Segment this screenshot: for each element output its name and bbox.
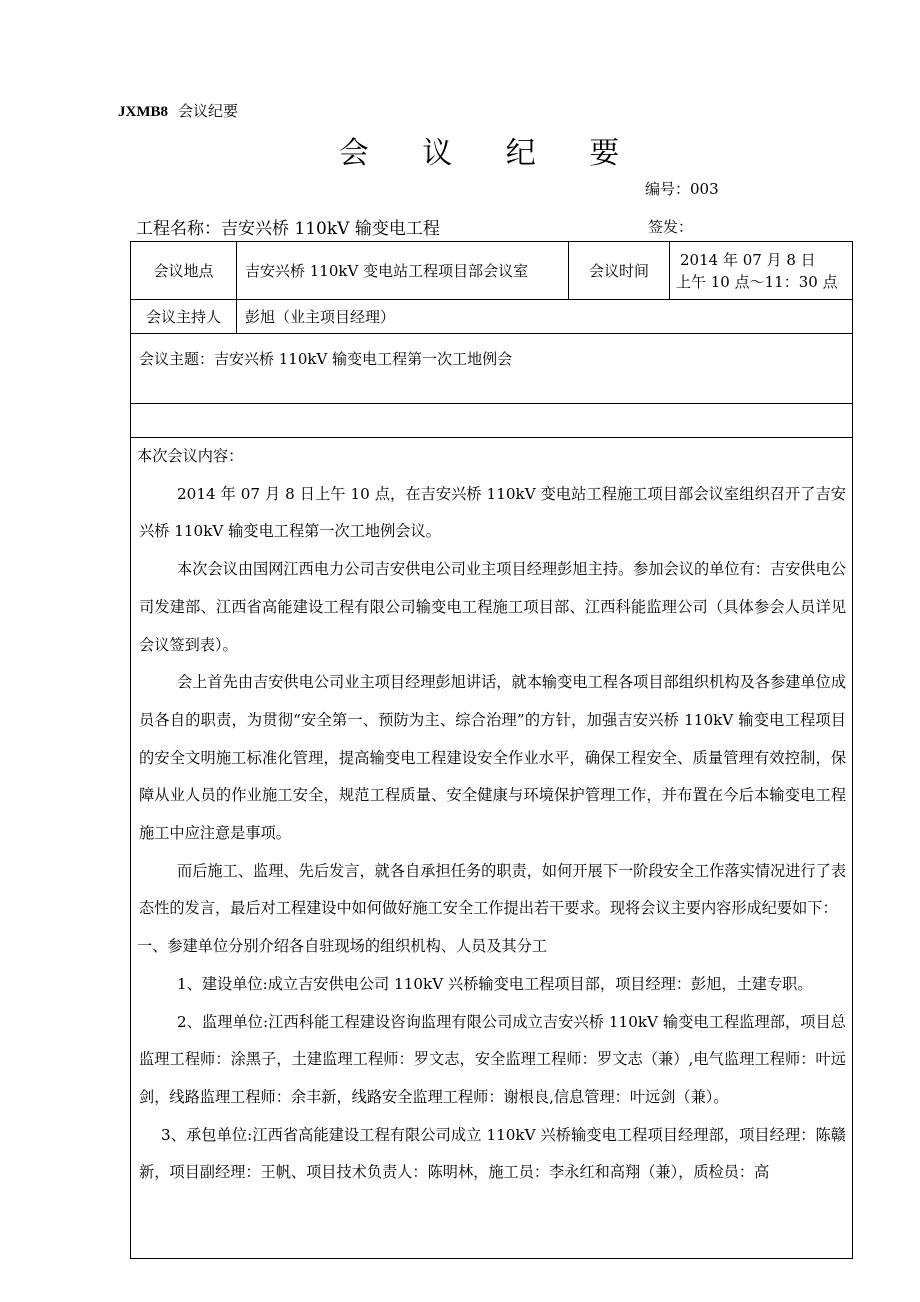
serial-number: 编号：003 bbox=[645, 180, 719, 198]
page-title: 会 议 纪 要 bbox=[338, 136, 642, 171]
doc-code-line bbox=[118, 100, 238, 121]
topic: 会议主题：吉安兴桥 110kV 输变电工程第一次工地例会 bbox=[131, 334, 853, 404]
content-heading: 本次会议内容： bbox=[137, 447, 244, 465]
list-item-1: 1、建设单位:成立吉安供电公司 110kV 兴桥输变电工程项目部，项目经理：彭旭，土建专职。 bbox=[177, 974, 813, 993]
list-item-3: 3、承包单位:江西省高能建设工程有限公司成立 110kV 兴桥输变电工程项目经理部，项目经理：陈赣新，项目副经理：王帆、项目技术负责人：陈明林，施工员：李永红和高翔（兼），质检员：高 bbox=[139, 1125, 846, 1182]
meeting-content bbox=[131, 438, 852, 1192]
doc-code: JXMB8 bbox=[118, 104, 168, 120]
location-row bbox=[131, 242, 853, 300]
list-item-2: 2、监理单位:江西科能工程建设咨询监理有限公司成立吉安兴桥 110kV 输变电工程监理部，项目总监理工程师：涂黑子，土建监理工程师：罗文志，安全监理工程师：罗文志（兼）,电气监理工程师：叶远剑，线路监理工程师：余丰新，线路安全监理工程师：谢根良,信息管理：叶远剑（兼）。 bbox=[139, 1012, 846, 1106]
blank-cell bbox=[131, 404, 853, 438]
time-label: 会议时间 bbox=[569, 242, 670, 300]
meeting-form-table bbox=[130, 241, 853, 1259]
content-paragraph-3: 会上首先由吉安供电公司业主项目经理彭旭讲话，就本输变电工程各项目部组织机构及各参建单位成员各自的职责，为贯彻“安全第一、预防为主、综合治理”的方针，加强吉安兴桥 110kV 输变电工程项目的安全文明施工标准化管理，提高输变电工程建设安全作业水平，确保工程安全、质量管理有效控制，保障从业人员的作业施工安全，规范工程质量、安全健康与环境保护管理工作，并布置在今后本输变电工程施工中应注意是事项。 bbox=[139, 673, 846, 843]
doc-code-title: 会议纪要 bbox=[178, 102, 239, 120]
time-date: 2014 年 07 月 8 日 bbox=[680, 250, 816, 269]
content-row bbox=[131, 438, 853, 1259]
content-cell bbox=[131, 438, 853, 1259]
location-value: 吉安兴桥 110kV 变电站工程项目部会议室 bbox=[237, 242, 569, 300]
location-label: 会议地点 bbox=[131, 242, 237, 300]
sign-label: 签发： bbox=[648, 218, 694, 236]
blank-row bbox=[131, 404, 853, 438]
time-range: 上午 10 点～11：30 点 bbox=[676, 272, 838, 291]
host-row bbox=[131, 300, 853, 334]
topic-row bbox=[131, 334, 853, 404]
host-label: 会议主持人 bbox=[131, 300, 237, 334]
section-heading-1: 一、参建单位分别介绍各自驻现场的组织机构、人员及其分工 bbox=[137, 937, 548, 956]
host-value: 彭旭（业主项目经理） bbox=[237, 300, 853, 334]
content-paragraph-2: 本次会议由国网江西电力公司吉安供电公司业主项目经理彭旭主持。参加会议的单位有：吉安供电公司发建部、江西省高能建设工程有限公司输变电工程施工项目部、江西科能监理公司（具体参会人员详见会议签到表）。 bbox=[139, 560, 846, 654]
project-name: 工程名称：吉安兴桥 110kV 输变电工程 bbox=[136, 219, 440, 239]
content-paragraph-4: 而后施工、监理、先后发言，就各自承担任务的职责，如何开展下一阶段安全工作落实情况进行了表态性的发言，最后对工程建设中如何做好施工安全工作提出若干要求。现将会议主要内容形成纪要如下： bbox=[139, 861, 846, 918]
content-paragraph-1: 2014 年 07 月 8 日上午 10 点，在吉安兴桥 110kV 变电站工程施工项目部会议室组织召开了吉安兴桥 110kV 输变电工程第一次工地例会议。 bbox=[139, 484, 846, 541]
time-value bbox=[670, 242, 853, 300]
